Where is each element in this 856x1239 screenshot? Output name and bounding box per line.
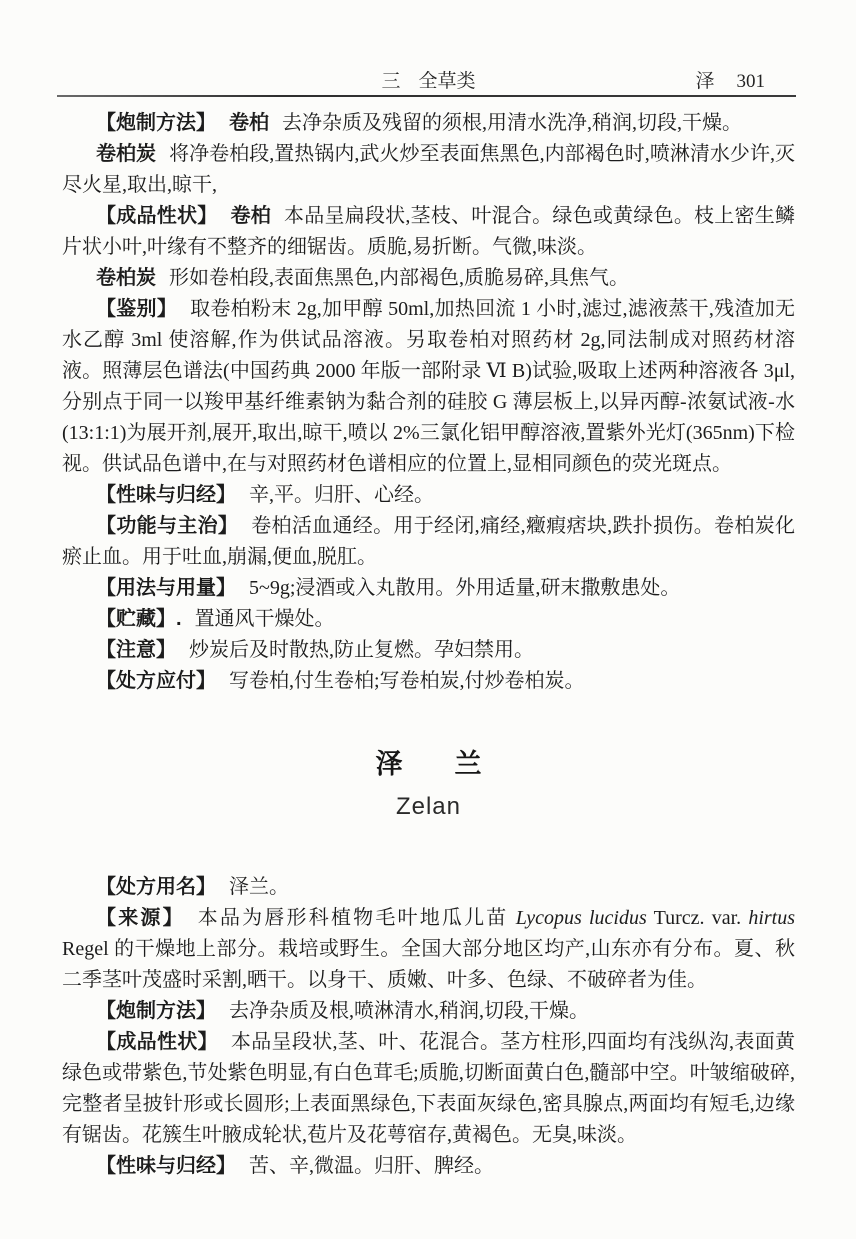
paragraph-text: 5~9g;浸酒或入丸散用。外用适量,研末撒敷患处。: [249, 577, 681, 599]
paragraph-chengpin-xingzhuang: [62, 201, 795, 263]
paragraph-text: 写卷柏,付生卷柏;写卷柏炭,付炒卷柏炭。: [229, 670, 585, 692]
sub-name-juanbai: 卷柏: [229, 112, 269, 134]
section-label: 【鉴别】: [96, 298, 178, 320]
section-label: 【炮制方法】: [96, 1000, 216, 1022]
section-label: 【注意】: [96, 639, 176, 661]
paragraph-text: 取卷柏粉末 2g,加甲醇 50ml,加热回流 1 小时,滤过,滤液蒸干,残渣加无水乙醇 3ml 使溶解,作为供试品溶液。另取卷柏对照药材 2g,同法制成对照药材溶液。照薄层色谱法(中国药典 2000 年版一部附录 Ⅵ B)试验,吸取上述两种溶液各 3μl,分别点于同一以羧甲基纤维素钠为黏合剂的硅胶 G 薄层板上,以异丙醇-浓氨试液-水(13:1:1)为展开剂,展开,取出,晾干,喷以 2%三氯化铝甲醇溶液,置紫外光灯(365nm)下检视。供试品色谱中,在与对照药材色谱相应的位置上,显相同颜色的荧光斑点。: [62, 298, 796, 475]
paragraph-text: 苦、辛,微温。归肝、脾经。: [249, 1155, 494, 1177]
paragraph-text: Turcz. var.: [646, 907, 749, 929]
paragraph-xingwei-guijing: [62, 1151, 795, 1182]
paragraph-jianbie: [62, 294, 795, 480]
sub-name-juanbaitan: 卷柏炭: [96, 267, 156, 289]
paragraph-paozhi-fangfa: [62, 996, 795, 1027]
paragraph-text: 炒炭后及时散热,防止复燃。孕妇禁用。: [189, 639, 534, 661]
paragraph-zhuyi: [62, 635, 795, 666]
paragraph-juanbaitan-paozhi: [62, 139, 795, 201]
title-char-1: 泽: [375, 749, 403, 779]
paragraph-chufang-yongming: [62, 872, 795, 903]
paragraph-text: 本品呈扁段状,茎枝、叶混合。绿色或黄绿色。枝上密生鳞片状小叶,叶缘有不整齐的细锯齿。质脆,易折断。气微,味淡。: [62, 205, 796, 258]
category-title: 全草类: [418, 71, 476, 92]
volume-number: 三: [381, 71, 401, 92]
header-rule: [57, 95, 796, 97]
paragraph-laiyuan: [62, 903, 795, 996]
paragraph-paozhi-fangfa: [62, 108, 795, 139]
section-label: 【处方应付】: [96, 670, 216, 692]
paragraph-gongneng-zhuzhi: [62, 511, 795, 573]
entry-index-char: 泽: [695, 71, 715, 92]
title-char-2: 兰: [454, 749, 482, 779]
page-header: [62, 66, 795, 92]
paragraph-text: 形如卷柏段,表面焦黑色,内部褐色,质脆易碎,具焦气。: [169, 267, 629, 289]
sub-name-juanbai: 卷柏: [230, 205, 271, 227]
section-label: 【来源】: [96, 907, 185, 929]
paragraph-text: 卷柏活血通经。用于经闭,痛经,癥瘕痞块,跌扑损伤。卷柏炭化瘀止血。用于吐血,崩漏,便血,脱肛。: [62, 515, 796, 568]
running-head-center: [62, 66, 795, 93]
section-label: 【成品性状】: [96, 1031, 218, 1053]
paragraph-text: 泽兰。: [229, 876, 289, 898]
latin-variety: hirtus: [748, 907, 796, 929]
latin-binomial: Lycopus lucidus: [515, 907, 647, 929]
zelan-title-block: [62, 742, 795, 821]
paragraph-chufang-yingfu: [62, 666, 795, 697]
section-label: 【炮制方法】: [96, 112, 216, 134]
paragraph-juanbaitan-xingzhuang: [62, 263, 795, 294]
paragraph-xingwei-guijing: [62, 480, 795, 511]
juanbai-section: [62, 108, 795, 697]
section-label: 【性味与归经】: [96, 484, 236, 506]
paragraph-text: 辛,平。归肝、心经。: [249, 484, 434, 506]
running-head-right: [695, 66, 765, 93]
page-number: 301: [736, 71, 765, 92]
paragraph-chengpin-xingzhuang: [62, 1027, 795, 1151]
paragraph-text: 将净卷柏段,置热锅内,武火炒至表面焦黑色,内部褐色时,喷淋清水少许,灭尽火星,取出,晾干,: [62, 143, 796, 196]
section-label: 【用法与用量】: [96, 577, 236, 599]
section-label: 【处方用名】: [96, 876, 216, 898]
sub-name-juanbaitan: 卷柏炭: [96, 143, 157, 165]
section-label: 【成品性状】: [96, 205, 218, 227]
paragraph-text: 置通风干燥处。: [194, 608, 335, 630]
paragraph-yongfa-yongliang: [62, 573, 795, 604]
paragraph-text: 去净杂质及残留的须根,用清水洗净,稍润,切段,干燥。: [282, 112, 742, 134]
entry-title-pinyin: Zelan: [395, 793, 462, 820]
paragraph-text: 本品为唇形科植物毛叶地瓜儿苗: [197, 907, 516, 929]
section-label: 【性味与归经】: [96, 1155, 236, 1177]
section-label: 【贮藏】.: [96, 608, 182, 630]
section-label: 【功能与主治】: [96, 515, 239, 537]
zelan-section: [62, 872, 795, 1182]
paragraph-zhucang: [62, 604, 795, 635]
paragraph-text: 本品呈段状,茎、叶、花混合。茎方柱形,四面均有浅纵沟,表面黄绿色或带紫色,节处紫色明显,有白色茸毛;质脆,切断面黄白色,髓部中空。叶皱缩破碎,完整者呈披针形或长圆形;上表面黑绿色,下表面灰绿色,密具腺点,两面均有短毛,边缘有锯齿。花簇生叶腋成轮状,苞片及花萼宿存,黄褐色。无臭,味淡。: [62, 1031, 796, 1146]
paragraph-text: 去净杂质及根,喷淋清水,稍润,切段,干燥。: [229, 1000, 589, 1022]
entry-title-chinese: [62, 742, 795, 781]
paragraph-text: Regel 的干燥地上部分。栽培或野生。全国大部分地区均产,山东亦有分布。夏、秋二季茎叶茂盛时采割,晒干。以身干、质嫩、叶多、色绿、不破碎者为佳。: [62, 938, 795, 991]
